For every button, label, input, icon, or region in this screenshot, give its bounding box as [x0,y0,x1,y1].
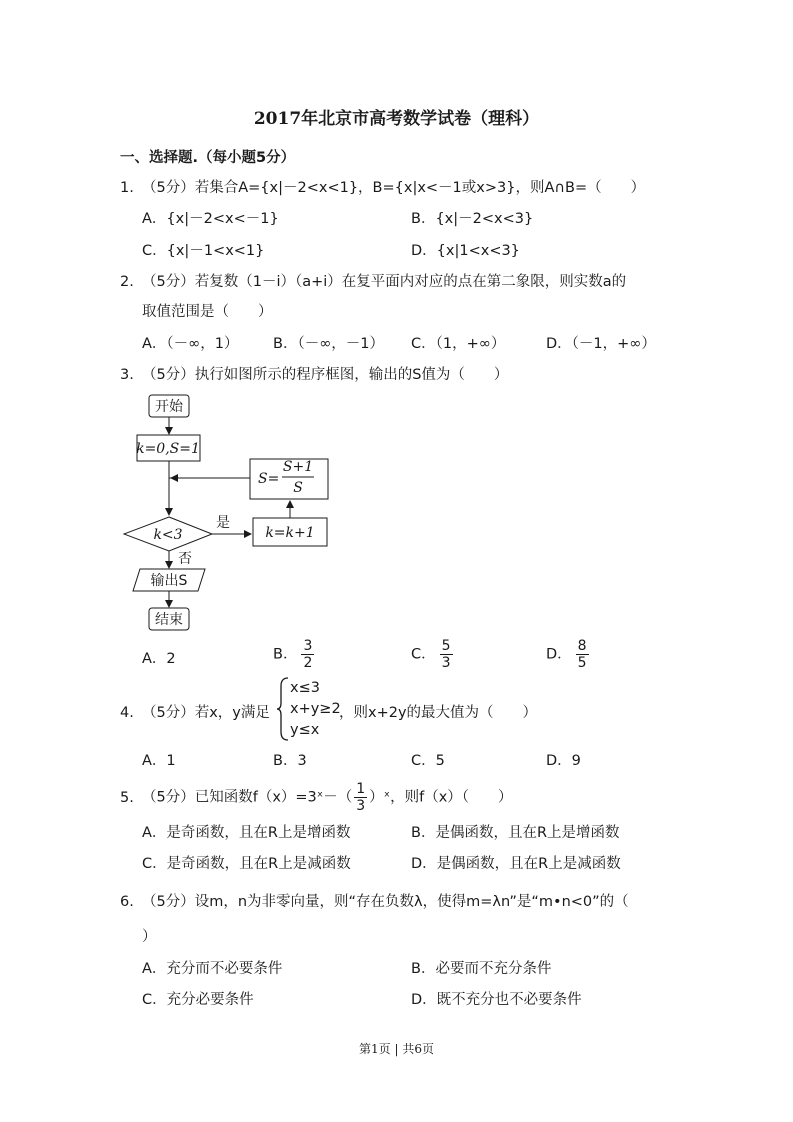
question-stem: （5分）若集合A={x|－2<x<1}，B={x|x<－1或x>3}，则A∩B=（ ） [142,180,646,196]
option-label: B． [273,646,298,663]
question-1 [120,176,645,197]
question-stem-post: ）ˣ，则f（x）（ ） [369,789,513,806]
option-fraction [576,638,589,671]
option-b: B．3 [273,753,307,769]
question-number: 3. [120,367,134,383]
option-fraction [440,638,453,671]
inequality-system [290,678,341,741]
option-d: D．是偶函数，且在R上是减函数 [411,856,621,872]
fraction-denominator: 3 [441,655,451,671]
option-d: D．既不充分也不必要条件 [411,992,582,1008]
flowchart-end-label: 结束 [155,612,183,628]
option-d: D．{x|1<x<3} [411,243,520,259]
option-fraction [301,638,314,671]
inequality: x≤3 [290,680,320,696]
section-heading: 一、选择题.（每小题5分） [120,150,296,166]
option-label: A． [142,651,167,667]
flowchart-no-label: 否 [178,551,192,567]
fraction-denominator: 2 [303,655,313,671]
fraction-numerator: 5 [441,638,451,654]
question-stem: （5分）执行如图所示的程序框图，输出的S值为（ ） [142,367,509,383]
option-c: C．充分必要条件 [142,992,254,1008]
fraction-denominator: 3 [356,798,366,814]
option-b [273,638,314,671]
option-b: B．（－∞，－1） [273,336,385,352]
flowchart-start-label: 开始 [155,399,183,415]
question-stem-continued: 取值范围是（ ） [142,304,273,320]
option-c: C．5 [411,753,445,769]
option-value: 2 [166,651,176,667]
fraction-numerator: 1 [356,781,366,797]
flowchart [118,390,348,635]
option-b: B．{x|－2<x<3} [411,211,534,227]
flowchart-yes-label: 是 [216,515,230,531]
question-6 [120,890,629,911]
option-a: A．（－∞，1） [142,336,239,352]
question-stem: （5分）设m，n为非零向量，则“存在负数λ，使得m=λn”是“m•n<0”的（ [142,894,629,910]
question-number: 5. [120,789,134,806]
page-footer: 第1页 | 共6页 [359,1042,434,1056]
option-a [142,647,176,668]
flowchart-k-update-label: k=k+1 [265,525,315,541]
page-title: 2017年北京市高考数学试卷（理科） [253,109,540,129]
question-stem: （5分）若复数（1－i）（a+i）在复平面内对应的点在第二象限，则实数a的 [142,274,627,290]
inequality: x+y≥2 [290,701,341,717]
question-5 [120,781,513,814]
question-3 [120,363,508,384]
option-d [546,638,589,671]
flowchart-condition-label: k<3 [153,527,183,543]
question-number: 6. [120,894,134,910]
question-number: 2. [120,274,134,290]
fraction-denominator: 5 [577,655,587,671]
option-a: A．1 [142,753,176,769]
option-label: D． [546,646,572,663]
stem-fraction [354,781,367,814]
option-a: A．充分而不必要条件 [142,961,283,977]
flowchart-output-label: 输出S [150,573,188,589]
option-label: C． [411,646,436,663]
flowchart-s-den: S [293,480,303,496]
question-number: 4. [120,705,134,721]
question-stem-post: ，则x+2y的最大值为（ ） [339,705,538,721]
fraction-numerator: 8 [577,638,587,654]
flowchart-s-left: S= [258,471,280,487]
question-2 [120,270,626,291]
flowchart-init-label: k=0,S=1 [136,441,200,457]
option-c [411,638,453,671]
question-number: 1. [120,180,134,196]
option-a: A．是奇函数，且在R上是增函数 [142,825,351,841]
option-d: D．9 [546,753,581,769]
inequality: y≤x [290,722,320,738]
system-brace [276,676,290,742]
option-b: B．是偶函数，且在R上是增函数 [411,825,620,841]
question-stem-pre: （5分）已知函数f（x）=3ˣ－（ [142,789,353,806]
option-d: D．（－1，+∞） [546,336,656,352]
option-c: C．（1，+∞） [411,336,506,352]
option-c: C．{x|－1<x<1} [142,243,265,259]
option-c: C．是奇函数，且在R上是减函数 [142,856,351,872]
fraction-numerator: 3 [303,638,313,654]
flowchart-s-num: S+1 [282,459,314,475]
question-stem-pre: （5分）若x，y满足 [142,705,270,721]
option-a: A．{x|－2<x<－1} [142,211,279,227]
question-4 [120,701,270,722]
option-b: B．必要而不充分条件 [411,961,552,977]
question-stem-continued: ） [142,929,157,945]
